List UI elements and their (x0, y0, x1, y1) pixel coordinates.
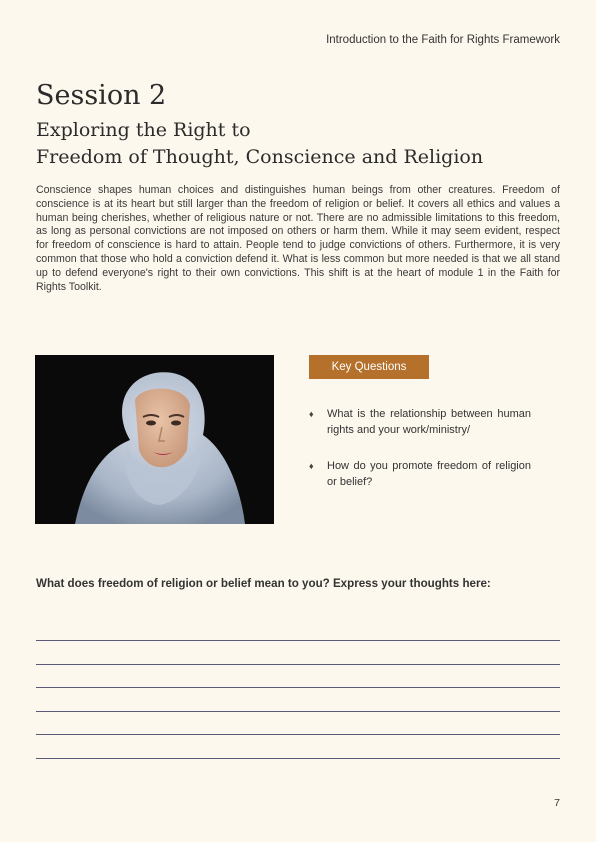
writing-line[interactable] (36, 735, 560, 759)
writing-line[interactable] (36, 688, 560, 712)
list-item (309, 458, 531, 490)
session-title: Session 2 (36, 80, 167, 111)
writing-lines (36, 640, 560, 759)
running-header: Introduction to the Faith for Rights Framework (326, 34, 560, 46)
woman-in-hijab-photo (35, 355, 274, 524)
writing-line[interactable] (36, 665, 560, 689)
writing-line[interactable] (36, 712, 560, 736)
bullet-icon: ♦ (309, 461, 314, 471)
question-text: How do you promote freedom of religion or belief? (327, 460, 531, 488)
page-number: 7 (554, 797, 560, 809)
subtitle-line-1: Exploring the Right to (36, 119, 251, 141)
bullet-icon: ♦ (309, 409, 314, 419)
writing-line[interactable] (36, 641, 560, 665)
reflection-prompt: What does freedom of religion or belief mean to you? Express your thoughts here: (36, 577, 491, 590)
intro-paragraph: Conscience shapes human choices and distinguishes human beings from other creatures. Freedom of conscience is at its heart but still larger than the freedom of religion or belief. It covers all ethics and values a human being cherishes, whether of religious nature or not. There are no admissible limitations to this freedom, as long as personal convictions are not imposed on others or harm them. While it may seem evident, respect for freedom of conscience is hard to attain. People tend to judge convictions of others. Furthermore, it is very common that those who hold a conviction defend it. What is less common but more needed is that we all stand up to defend everyone's right to their own convictions. This shift is at the heart of module 1 in the Faith for Rights Toolkit. (36, 184, 560, 293)
key-questions-list (309, 406, 531, 510)
session-subtitle (36, 117, 566, 171)
subtitle-line-2: Freedom of Thought, Conscience and Religion (36, 146, 484, 168)
question-text: What is the relationship between human rights and your work/ministry/ (327, 408, 531, 436)
portrait-illustration (35, 355, 274, 524)
key-questions-label: Key Questions (309, 355, 429, 379)
list-item (309, 406, 531, 438)
